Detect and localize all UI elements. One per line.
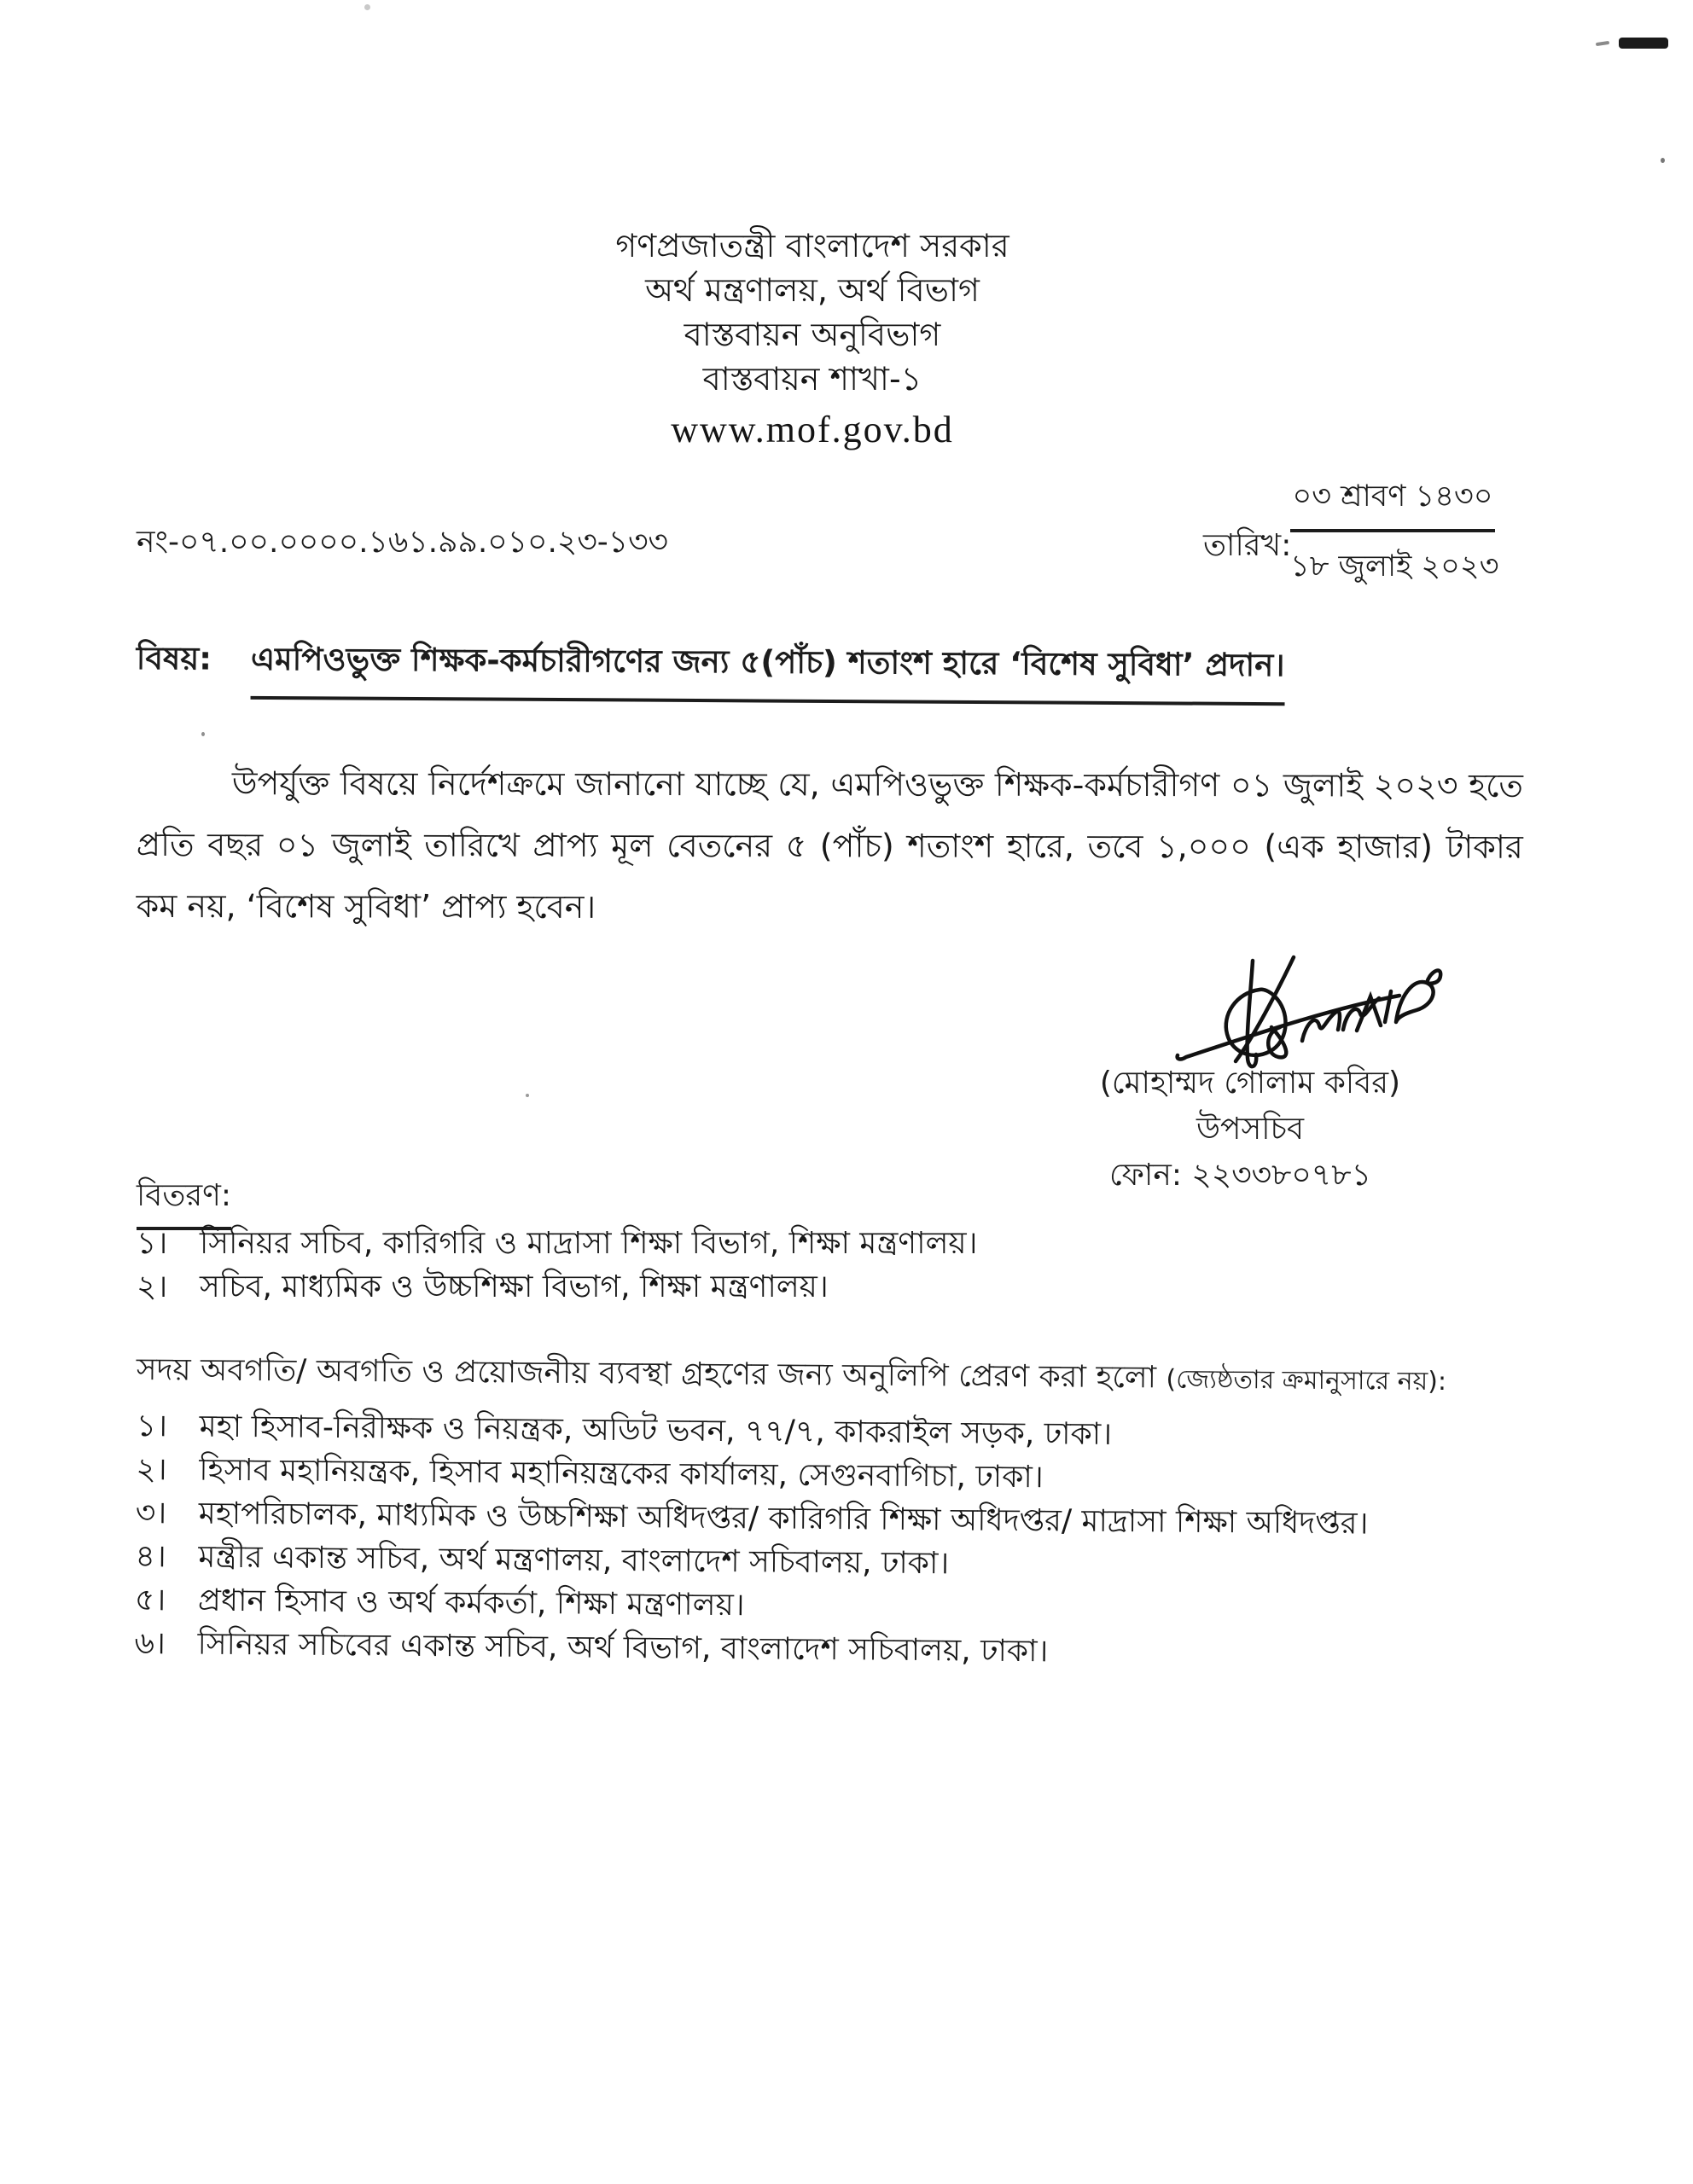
scan-speck [201, 732, 205, 736]
date-label: তারিখ: [1203, 528, 1292, 563]
body-paragraph: উপর্যুক্ত বিষয়ে নির্দেশক্রমে জানানো যাচ্ছে যে, এমপিওভুক্ত শিক্ষক-কর্মচারীগণ ০১ জুলাই ২০২৩ হতে প্রতি বছর ০১ জুলাই তারিখে প্রাপ্য মূল বেতনের ৫ (পাঁচ) শতাংশ হারে, তবে ১,০০০ (এক হাজার) টাকার কম নয়, ‘বিশেষ সুবিধা’ প্রাপ্য হবেন। [136, 764, 1523, 926]
item-text: মন্ত্রীর একান্ত সচিব, অর্থ মন্ত্রণালয়, বাংলাদেশ সচিবালয়, ঢাকা। [198, 1539, 950, 1582]
item-number: ৩। [135, 1495, 167, 1531]
date-bangla: ০৩ শ্রাবণ ১৪৩০ [1292, 479, 1493, 514]
item-text: সিনিয়র সচিবের একান্ত সচিব, অর্থ বিভাগ, বাংলাদেশ সচিবালয়, ঢাকা। [197, 1626, 1049, 1670]
distribution-heading: বিতরণ: [137, 1172, 231, 1230]
item-text: মহা হিসাব-নিরীক্ষক ও নিয়ন্ত্রক, অডিট ভবন, ৭৭/৭, কাকরাইল সড়ক, ঢাকা। [199, 1409, 1113, 1452]
item-text: প্রধান হিসাব ও অর্থ কর্মকর্তা, শিক্ষা মন্ত্রণালয়। [197, 1583, 745, 1623]
item-number: ৫। [134, 1582, 166, 1618]
item-number: ২। [137, 1269, 168, 1304]
letterhead-section: বাস্তবায়ন শাখা-১ [702, 360, 922, 398]
signatory-name: (মোহাম্মদ গোলাম কবির) [1099, 1066, 1401, 1101]
letterhead-website: www.mof.gov.bd [671, 409, 954, 450]
subject-label: বিষয়: [136, 639, 212, 677]
cc-heading-note: (জ্যেষ্ঠতার ক্রমানুসারে নয়): [1166, 1364, 1447, 1397]
item-number: ৪। [135, 1538, 166, 1575]
distribution-item [137, 1222, 1331, 1265]
item-text: সিনিয়র সচিব, কারিগরি ও মাদ্রাসা শিক্ষা বিভাগ, শিক্ষা মন্ত্রণালয়। [200, 1226, 978, 1261]
subject-text: এমপিওভুক্ত শিক্ষক-কর্মচারীগণের জন্য ৫(পাঁচ) শতাংশ হারে ‘বিশেষ সুবিধা’ প্রদান। [251, 634, 1285, 706]
scan-artifact-tick [1596, 41, 1609, 46]
signatory-phone: ফোন: ২২৩৩৮০৭৮১ [1109, 1158, 1371, 1193]
item-number: ১। [137, 1226, 168, 1261]
distribution-item [137, 1265, 1331, 1309]
scan-speck [526, 1094, 529, 1097]
memo-number: নং-০৭.০০.০০০০.১৬১.৯৯.০১০.২৩-১৩৩ [137, 525, 668, 560]
signatory-designation: উপসচিব [1196, 1112, 1305, 1147]
letterhead-division: বাস্তবায়ন অনুবিভাগ [684, 316, 941, 353]
scan-artifact-bar [1619, 38, 1668, 49]
scan-speck [364, 4, 370, 10]
scan-speck [1661, 158, 1665, 163]
letterhead-government: গণপ্রজাতন্ত্রী বাংলাদেশ সরকার [615, 227, 1009, 264]
date-block [1290, 478, 1499, 585]
item-text: সচিব, মাধ্যমিক ও উচ্চশিক্ষা বিভাগ, শিক্ষা মন্ত্রণালয়। [200, 1269, 829, 1304]
subject-row [137, 633, 1417, 706]
date-gregorian: ১৮ জুলাই ২০২৩ [1290, 549, 1499, 584]
letterhead [300, 224, 1324, 454]
item-text: মহাপরিচালক, মাধ্যমিক ও উচ্চশিক্ষা অধিদপ্তর/ কারিগরি শিক্ষা অধিদপ্তর/ মাদ্রাসা শিক্ষা অধিদপ্তর। [198, 1496, 1369, 1542]
cc-heading [136, 1346, 1447, 1408]
cc-list [134, 1404, 1468, 1677]
item-number: ১। [136, 1408, 168, 1444]
date-divider-line [1290, 529, 1495, 532]
cc-heading-main: সদয় অবগতি/ অবগতি ও প্রয়োজনীয় ব্যবস্থা গ্রহণের জন্য অনুলিপি প্রেরণ করা হলো [136, 1351, 1166, 1396]
letterhead-ministry: অর্থ মন্ত্রণালয়, অর্থ বিভাগ [645, 271, 980, 309]
item-text: হিসাব মহানিয়ন্ত্রক, হিসাব মহানিয়ন্ত্রকের কার্যালয়, সেগুনবাগিচা, ঢাকা। [199, 1452, 1044, 1496]
item-number: ৬। [134, 1625, 166, 1662]
distribution-list [137, 1222, 1331, 1309]
item-number: ২। [136, 1451, 167, 1488]
